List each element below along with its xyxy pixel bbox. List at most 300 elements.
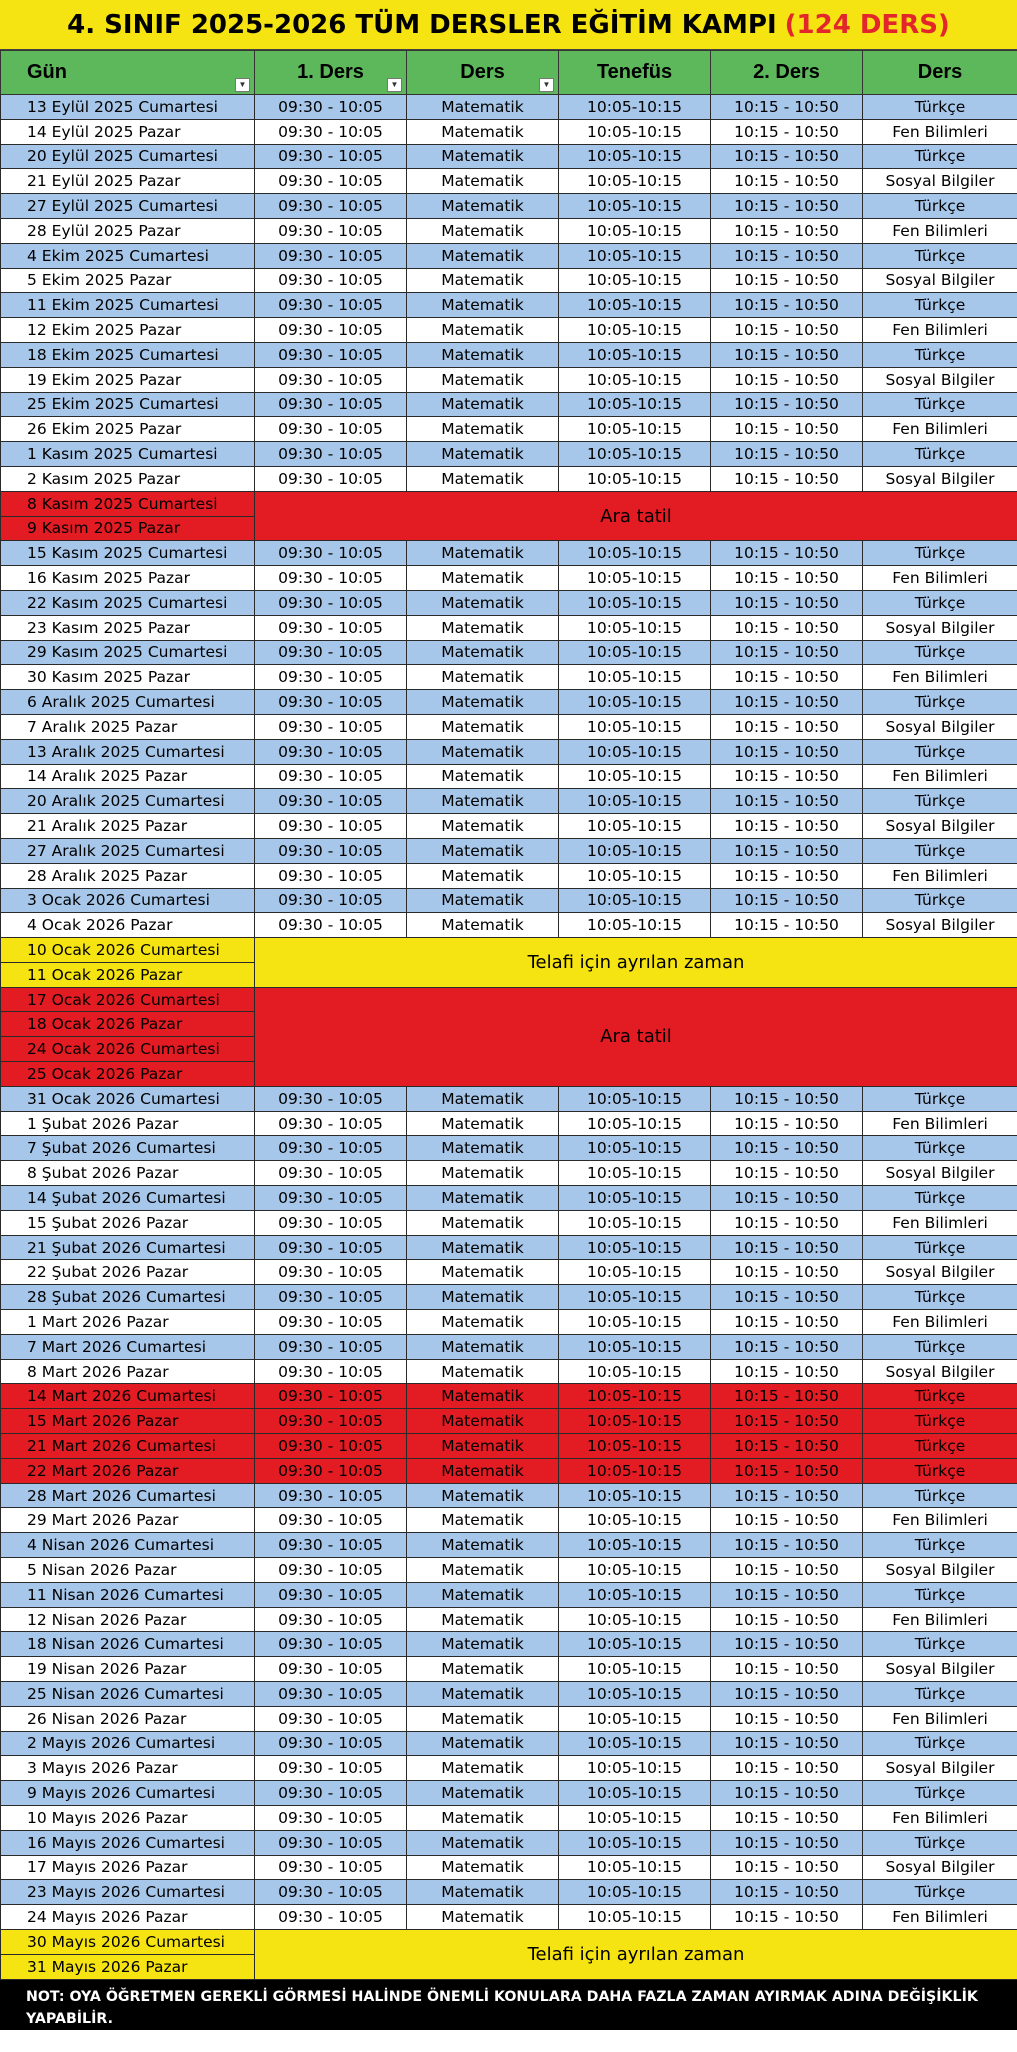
cell-ders2-time[interactable]: 10:15 - 10:50 <box>711 690 863 715</box>
cell-ders1-subject[interactable]: Matematik <box>407 367 559 392</box>
cell-ders2-time[interactable]: 10:15 - 10:50 <box>711 863 863 888</box>
cell-ders1-time[interactable]: 09:30 - 10:05 <box>255 1285 407 1310</box>
cell-break-time[interactable]: 10:05-10:15 <box>559 1756 711 1781</box>
cell-ders2-subject[interactable]: Fen Bilimleri <box>863 566 1017 591</box>
cell-ders1-subject[interactable]: Matematik <box>407 1434 559 1459</box>
cell-ders2-subject[interactable]: Türkçe <box>863 1582 1017 1607</box>
cell-ders2-time[interactable]: 10:15 - 10:50 <box>711 392 863 417</box>
cell-ders1-subject[interactable]: Matematik <box>407 1409 559 1434</box>
cell-day[interactable]: 10 Ocak 2026 Cumartesi <box>1 938 255 963</box>
cell-ders2-subject[interactable]: Fen Bilimleri <box>863 1805 1017 1830</box>
cell-ders1-time[interactable]: 09:30 - 10:05 <box>255 1830 407 1855</box>
cell-break-time[interactable]: 10:05-10:15 <box>559 1731 711 1756</box>
cell-day[interactable]: 13 Aralık 2025 Cumartesi <box>1 739 255 764</box>
cell-day[interactable]: 21 Aralık 2025 Pazar <box>1 814 255 839</box>
cell-ders1-time[interactable]: 09:30 - 10:05 <box>255 119 407 144</box>
cell-ders2-subject[interactable]: Sosyal Bilgiler <box>863 367 1017 392</box>
cell-ders2-subject[interactable]: Fen Bilimleri <box>863 1607 1017 1632</box>
cell-day[interactable]: 24 Mayıs 2026 Pazar <box>1 1905 255 1930</box>
cell-ders1-subject[interactable]: Matematik <box>407 1682 559 1707</box>
cell-day[interactable]: 28 Mart 2026 Cumartesi <box>1 1483 255 1508</box>
cell-ders1-time[interactable]: 09:30 - 10:05 <box>255 863 407 888</box>
cell-ders2-subject[interactable]: Türkçe <box>863 590 1017 615</box>
cell-break-time[interactable]: 10:05-10:15 <box>559 1186 711 1211</box>
cell-ders1-time[interactable]: 09:30 - 10:05 <box>255 318 407 343</box>
cell-day[interactable]: 11 Nisan 2026 Cumartesi <box>1 1582 255 1607</box>
cell-ders2-time[interactable]: 10:15 - 10:50 <box>711 1855 863 1880</box>
cell-break-time[interactable]: 10:05-10:15 <box>559 1458 711 1483</box>
cell-ders1-time[interactable]: 09:30 - 10:05 <box>255 1111 407 1136</box>
cell-ders2-subject[interactable]: Fen Bilimleri <box>863 119 1017 144</box>
cell-ders2-subject[interactable]: Türkçe <box>863 1186 1017 1211</box>
cell-ders1-subject[interactable]: Matematik <box>407 1136 559 1161</box>
cell-ders1-subject[interactable]: Matematik <box>407 243 559 268</box>
cell-break-time[interactable]: 10:05-10:15 <box>559 1880 711 1905</box>
cell-ders2-time[interactable]: 10:15 - 10:50 <box>711 590 863 615</box>
cell-day[interactable]: 27 Aralık 2025 Cumartesi <box>1 838 255 863</box>
cell-ders2-time[interactable]: 10:15 - 10:50 <box>711 1830 863 1855</box>
cell-ders1-subject[interactable]: Matematik <box>407 1781 559 1806</box>
cell-ders1-time[interactable]: 09:30 - 10:05 <box>255 1409 407 1434</box>
cell-break-time[interactable]: 10:05-10:15 <box>559 764 711 789</box>
cell-ders1-subject[interactable]: Matematik <box>407 1334 559 1359</box>
cell-day[interactable]: 19 Nisan 2026 Pazar <box>1 1657 255 1682</box>
cell-ders2-subject[interactable]: Türkçe <box>863 1086 1017 1111</box>
cell-ders1-subject[interactable]: Matematik <box>407 640 559 665</box>
cell-day[interactable]: 8 Şubat 2026 Pazar <box>1 1161 255 1186</box>
cell-break-time[interactable]: 10:05-10:15 <box>559 243 711 268</box>
cell-ders2-time[interactable]: 10:15 - 10:50 <box>711 640 863 665</box>
cell-day[interactable]: 30 Kasım 2025 Pazar <box>1 665 255 690</box>
cell-day[interactable]: 6 Aralık 2025 Cumartesi <box>1 690 255 715</box>
cell-ders2-subject[interactable]: Sosyal Bilgiler <box>863 1359 1017 1384</box>
cell-ders2-subject[interactable]: Türkçe <box>863 888 1017 913</box>
cell-ders1-subject[interactable]: Matematik <box>407 1384 559 1409</box>
cell-ders2-time[interactable]: 10:15 - 10:50 <box>711 1334 863 1359</box>
cell-ders1-time[interactable]: 09:30 - 10:05 <box>255 615 407 640</box>
cell-day[interactable]: 14 Şubat 2026 Cumartesi <box>1 1186 255 1211</box>
cell-day[interactable]: 11 Ekim 2025 Cumartesi <box>1 293 255 318</box>
cell-ders2-time[interactable]: 10:15 - 10:50 <box>711 194 863 219</box>
cell-ders1-time[interactable]: 09:30 - 10:05 <box>255 169 407 194</box>
cell-ders1-time[interactable]: 09:30 - 10:05 <box>255 1136 407 1161</box>
cell-day[interactable]: 25 Ekim 2025 Cumartesi <box>1 392 255 417</box>
cell-ders1-subject[interactable]: Matematik <box>407 342 559 367</box>
cell-ders2-time[interactable]: 10:15 - 10:50 <box>711 1285 863 1310</box>
cell-day[interactable]: 22 Şubat 2026 Pazar <box>1 1260 255 1285</box>
cell-ders1-time[interactable]: 09:30 - 10:05 <box>255 144 407 169</box>
cell-day[interactable]: 5 Ekim 2025 Pazar <box>1 268 255 293</box>
cell-break-time[interactable]: 10:05-10:15 <box>559 293 711 318</box>
cell-break-time[interactable]: 10:05-10:15 <box>559 1558 711 1583</box>
cell-ders2-subject[interactable]: Türkçe <box>863 1682 1017 1707</box>
cell-ders2-subject[interactable]: Fen Bilimleri <box>863 1310 1017 1335</box>
cell-break-time[interactable]: 10:05-10:15 <box>559 466 711 491</box>
cell-ders2-time[interactable]: 10:15 - 10:50 <box>711 1384 863 1409</box>
cell-ders1-subject[interactable]: Matematik <box>407 119 559 144</box>
cell-ders2-subject[interactable]: Türkçe <box>863 95 1017 120</box>
cell-ders1-subject[interactable]: Matematik <box>407 218 559 243</box>
cell-ders2-subject[interactable]: Türkçe <box>863 243 1017 268</box>
cell-ders1-subject[interactable]: Matematik <box>407 1483 559 1508</box>
cell-break-time[interactable]: 10:05-10:15 <box>559 1905 711 1930</box>
cell-ders2-subject[interactable]: Fen Bilimleri <box>863 1508 1017 1533</box>
cell-day[interactable]: 16 Mayıs 2026 Cumartesi <box>1 1830 255 1855</box>
cell-break-time[interactable]: 10:05-10:15 <box>559 1285 711 1310</box>
cell-break-time[interactable]: 10:05-10:15 <box>559 640 711 665</box>
cell-ders1-subject[interactable]: Matematik <box>407 1186 559 1211</box>
cell-break-time[interactable]: 10:05-10:15 <box>559 789 711 814</box>
cell-ders1-time[interactable]: 09:30 - 10:05 <box>255 1161 407 1186</box>
cell-day[interactable]: 25 Nisan 2026 Cumartesi <box>1 1682 255 1707</box>
cell-ders2-time[interactable]: 10:15 - 10:50 <box>711 144 863 169</box>
cell-day[interactable]: 28 Şubat 2026 Cumartesi <box>1 1285 255 1310</box>
cell-break-time[interactable]: 10:05-10:15 <box>559 1086 711 1111</box>
cell-ders1-time[interactable]: 09:30 - 10:05 <box>255 640 407 665</box>
cell-ders1-time[interactable]: 09:30 - 10:05 <box>255 1359 407 1384</box>
cell-break-time[interactable]: 10:05-10:15 <box>559 566 711 591</box>
cell-day[interactable]: 4 Ocak 2026 Pazar <box>1 913 255 938</box>
cell-ders1-time[interactable]: 09:30 - 10:05 <box>255 1310 407 1335</box>
cell-ders1-subject[interactable]: Matematik <box>407 1161 559 1186</box>
cell-ders2-time[interactable]: 10:15 - 10:50 <box>711 1558 863 1583</box>
cell-ders1-time[interactable]: 09:30 - 10:05 <box>255 1384 407 1409</box>
cell-ders2-time[interactable]: 10:15 - 10:50 <box>711 1235 863 1260</box>
cell-ders2-subject[interactable]: Türkçe <box>863 1483 1017 1508</box>
cell-ders1-subject[interactable]: Matematik <box>407 466 559 491</box>
cell-ders2-time[interactable]: 10:15 - 10:50 <box>711 1508 863 1533</box>
cell-day[interactable]: 30 Mayıs 2026 Cumartesi <box>1 1929 255 1954</box>
cell-ders1-subject[interactable]: Matematik <box>407 714 559 739</box>
cell-ders1-time[interactable]: 09:30 - 10:05 <box>255 739 407 764</box>
cell-ders2-subject[interactable]: Fen Bilimleri <box>863 665 1017 690</box>
cell-break-time[interactable]: 10:05-10:15 <box>559 1310 711 1335</box>
cell-day[interactable]: 7 Şubat 2026 Cumartesi <box>1 1136 255 1161</box>
cell-ders1-subject[interactable]: Matematik <box>407 293 559 318</box>
cell-ders1-subject[interactable]: Matematik <box>407 1210 559 1235</box>
cell-break-time[interactable]: 10:05-10:15 <box>559 144 711 169</box>
cell-day[interactable]: 21 Şubat 2026 Cumartesi <box>1 1235 255 1260</box>
cell-ders2-time[interactable]: 10:15 - 10:50 <box>711 1756 863 1781</box>
cell-ders2-subject[interactable]: Fen Bilimleri <box>863 417 1017 442</box>
cell-ders2-time[interactable]: 10:15 - 10:50 <box>711 1310 863 1335</box>
header-ders-subject1[interactable] <box>407 51 559 95</box>
cell-ders1-time[interactable]: 09:30 - 10:05 <box>255 1805 407 1830</box>
cell-ders1-subject[interactable]: Matematik <box>407 1706 559 1731</box>
cell-ders2-time[interactable]: 10:15 - 10:50 <box>711 1260 863 1285</box>
cell-ders1-time[interactable]: 09:30 - 10:05 <box>255 690 407 715</box>
cell-day[interactable]: 1 Kasım 2025 Cumartesi <box>1 442 255 467</box>
cell-ders2-subject[interactable]: Türkçe <box>863 1285 1017 1310</box>
cell-ders2-subject[interactable]: Türkçe <box>863 1458 1017 1483</box>
cell-ders1-subject[interactable]: Matematik <box>407 838 559 863</box>
cell-ders2-subject[interactable]: Fen Bilimleri <box>863 1706 1017 1731</box>
cell-break-time[interactable]: 10:05-10:15 <box>559 541 711 566</box>
cell-break-time[interactable]: 10:05-10:15 <box>559 1632 711 1657</box>
cell-ders1-subject[interactable]: Matematik <box>407 1731 559 1756</box>
cell-ders2-time[interactable]: 10:15 - 10:50 <box>711 318 863 343</box>
cell-day[interactable]: 14 Eylül 2025 Pazar <box>1 119 255 144</box>
cell-ders2-time[interactable]: 10:15 - 10:50 <box>711 1905 863 1930</box>
cell-day[interactable]: 14 Aralık 2025 Pazar <box>1 764 255 789</box>
cell-ders1-time[interactable]: 09:30 - 10:05 <box>255 590 407 615</box>
cell-break-time[interactable]: 10:05-10:15 <box>559 417 711 442</box>
cell-ders2-time[interactable]: 10:15 - 10:50 <box>711 1805 863 1830</box>
cell-ders2-time[interactable]: 10:15 - 10:50 <box>711 1161 863 1186</box>
cell-day[interactable]: 15 Kasım 2025 Cumartesi <box>1 541 255 566</box>
cell-ders1-time[interactable]: 09:30 - 10:05 <box>255 442 407 467</box>
cell-break-time[interactable]: 10:05-10:15 <box>559 1210 711 1235</box>
cell-ders2-subject[interactable]: Türkçe <box>863 1731 1017 1756</box>
cell-day[interactable]: 19 Ekim 2025 Pazar <box>1 367 255 392</box>
cell-ders1-time[interactable]: 09:30 - 10:05 <box>255 218 407 243</box>
cell-day[interactable]: 26 Nisan 2026 Pazar <box>1 1706 255 1731</box>
cell-ders1-time[interactable]: 09:30 - 10:05 <box>255 1558 407 1583</box>
cell-ders1-subject[interactable]: Matematik <box>407 1657 559 1682</box>
cell-break-time[interactable]: 10:05-10:15 <box>559 342 711 367</box>
cell-day[interactable]: 28 Eylül 2025 Pazar <box>1 218 255 243</box>
cell-break-time[interactable]: 10:05-10:15 <box>559 1161 711 1186</box>
cell-ders1-subject[interactable]: Matematik <box>407 392 559 417</box>
cell-ders1-subject[interactable]: Matematik <box>407 789 559 814</box>
cell-ders2-time[interactable]: 10:15 - 10:50 <box>711 714 863 739</box>
cell-ders1-subject[interactable]: Matematik <box>407 1855 559 1880</box>
cell-day[interactable]: 31 Mayıs 2026 Pazar <box>1 1954 255 1979</box>
cell-ders1-subject[interactable]: Matematik <box>407 863 559 888</box>
cell-break-time[interactable]: 10:05-10:15 <box>559 1260 711 1285</box>
header-gun[interactable] <box>1 51 255 95</box>
cell-ders2-subject[interactable]: Fen Bilimleri <box>863 1905 1017 1930</box>
cell-day[interactable]: 3 Ocak 2026 Cumartesi <box>1 888 255 913</box>
cell-ders2-subject[interactable]: Fen Bilimleri <box>863 218 1017 243</box>
cell-break-time[interactable]: 10:05-10:15 <box>559 1508 711 1533</box>
cell-ders2-time[interactable]: 10:15 - 10:50 <box>711 814 863 839</box>
cell-ders1-subject[interactable]: Matematik <box>407 739 559 764</box>
cell-ders2-subject[interactable]: Türkçe <box>863 293 1017 318</box>
cell-ders2-subject[interactable]: Türkçe <box>863 1632 1017 1657</box>
cell-ders2-subject[interactable]: Sosyal Bilgiler <box>863 1756 1017 1781</box>
cell-break-time[interactable]: 10:05-10:15 <box>559 367 711 392</box>
cell-break-time[interactable]: 10:05-10:15 <box>559 1111 711 1136</box>
cell-ders1-time[interactable]: 09:30 - 10:05 <box>255 417 407 442</box>
cell-day[interactable]: 23 Mayıs 2026 Cumartesi <box>1 1880 255 1905</box>
cell-ders2-subject[interactable]: Türkçe <box>863 1409 1017 1434</box>
cell-ders1-time[interactable]: 09:30 - 10:05 <box>255 1483 407 1508</box>
cell-ders1-time[interactable]: 09:30 - 10:05 <box>255 293 407 318</box>
cell-ders2-time[interactable]: 10:15 - 10:50 <box>711 1210 863 1235</box>
cell-ders2-subject[interactable]: Türkçe <box>863 1781 1017 1806</box>
cell-ders2-subject[interactable]: Türkçe <box>863 789 1017 814</box>
cell-ders2-subject[interactable]: Türkçe <box>863 1235 1017 1260</box>
cell-ders2-time[interactable]: 10:15 - 10:50 <box>711 888 863 913</box>
cell-ders2-subject[interactable]: Fen Bilimleri <box>863 1210 1017 1235</box>
cell-day[interactable]: 13 Eylül 2025 Cumartesi <box>1 95 255 120</box>
cell-ders1-subject[interactable]: Matematik <box>407 1260 559 1285</box>
cell-ders1-time[interactable]: 09:30 - 10:05 <box>255 1458 407 1483</box>
cell-ders2-subject[interactable]: Türkçe <box>863 838 1017 863</box>
cell-day[interactable]: 26 Ekim 2025 Pazar <box>1 417 255 442</box>
cell-ders2-time[interactable]: 10:15 - 10:50 <box>711 342 863 367</box>
cell-break-time[interactable]: 10:05-10:15 <box>559 863 711 888</box>
cell-break-time[interactable]: 10:05-10:15 <box>559 1384 711 1409</box>
cell-day[interactable]: 21 Mart 2026 Cumartesi <box>1 1434 255 1459</box>
cell-ders2-subject[interactable]: Türkçe <box>863 1880 1017 1905</box>
cell-ders2-time[interactable]: 10:15 - 10:50 <box>711 789 863 814</box>
header-ders1[interactable] <box>255 51 407 95</box>
cell-break-time[interactable]: 10:05-10:15 <box>559 690 711 715</box>
cell-break-time[interactable]: 10:05-10:15 <box>559 714 711 739</box>
cell-ders1-time[interactable]: 09:30 - 10:05 <box>255 789 407 814</box>
cell-ders2-time[interactable]: 10:15 - 10:50 <box>711 764 863 789</box>
cell-day[interactable]: 9 Mayıs 2026 Cumartesi <box>1 1781 255 1806</box>
cell-day[interactable]: 20 Eylül 2025 Cumartesi <box>1 144 255 169</box>
cell-ders1-subject[interactable]: Matematik <box>407 1285 559 1310</box>
cell-break-time[interactable]: 10:05-10:15 <box>559 442 711 467</box>
cell-break-time[interactable]: 10:05-10:15 <box>559 1409 711 1434</box>
cell-break-time[interactable]: 10:05-10:15 <box>559 1434 711 1459</box>
cell-ders1-time[interactable]: 09:30 - 10:05 <box>255 342 407 367</box>
cell-ders2-time[interactable]: 10:15 - 10:50 <box>711 1880 863 1905</box>
cell-ders2-time[interactable]: 10:15 - 10:50 <box>711 838 863 863</box>
cell-ders1-subject[interactable]: Matematik <box>407 888 559 913</box>
cell-day[interactable]: 15 Şubat 2026 Pazar <box>1 1210 255 1235</box>
cell-day[interactable]: 22 Kasım 2025 Cumartesi <box>1 590 255 615</box>
cell-day[interactable]: 18 Ekim 2025 Cumartesi <box>1 342 255 367</box>
cell-ders1-subject[interactable]: Matematik <box>407 913 559 938</box>
cell-ders1-time[interactable]: 09:30 - 10:05 <box>255 1334 407 1359</box>
cell-ders2-subject[interactable]: Sosyal Bilgiler <box>863 169 1017 194</box>
cell-ders1-time[interactable]: 09:30 - 10:05 <box>255 1235 407 1260</box>
cell-ders1-time[interactable]: 09:30 - 10:05 <box>255 1855 407 1880</box>
cell-ders1-time[interactable]: 09:30 - 10:05 <box>255 1706 407 1731</box>
cell-day[interactable]: 16 Kasım 2025 Pazar <box>1 566 255 591</box>
cell-ders1-time[interactable]: 09:30 - 10:05 <box>255 1731 407 1756</box>
cell-day[interactable]: 29 Mart 2026 Pazar <box>1 1508 255 1533</box>
cell-ders1-subject[interactable]: Matematik <box>407 318 559 343</box>
cell-ders2-time[interactable]: 10:15 - 10:50 <box>711 541 863 566</box>
cell-ders2-subject[interactable]: Sosyal Bilgiler <box>863 814 1017 839</box>
cell-day[interactable]: 27 Eylül 2025 Cumartesi <box>1 194 255 219</box>
cell-break-time[interactable]: 10:05-10:15 <box>559 1136 711 1161</box>
cell-ders2-time[interactable]: 10:15 - 10:50 <box>711 1632 863 1657</box>
cell-ders2-time[interactable]: 10:15 - 10:50 <box>711 293 863 318</box>
cell-break-time[interactable]: 10:05-10:15 <box>559 392 711 417</box>
cell-ders2-subject[interactable]: Fen Bilimleri <box>863 863 1017 888</box>
cell-ders1-subject[interactable]: Matematik <box>407 1359 559 1384</box>
cell-ders2-time[interactable]: 10:15 - 10:50 <box>711 367 863 392</box>
cell-ders2-time[interactable]: 10:15 - 10:50 <box>711 119 863 144</box>
cell-day[interactable]: 21 Eylül 2025 Pazar <box>1 169 255 194</box>
cell-break-time[interactable]: 10:05-10:15 <box>559 318 711 343</box>
cell-ders1-subject[interactable]: Matematik <box>407 1235 559 1260</box>
cell-day[interactable]: 1 Şubat 2026 Pazar <box>1 1111 255 1136</box>
cell-ders2-subject[interactable]: Türkçe <box>863 1533 1017 1558</box>
cell-break-time[interactable]: 10:05-10:15 <box>559 1533 711 1558</box>
cell-break-time[interactable]: 10:05-10:15 <box>559 1830 711 1855</box>
cell-day[interactable]: 8 Mart 2026 Pazar <box>1 1359 255 1384</box>
cell-ders2-subject[interactable]: Türkçe <box>863 640 1017 665</box>
cell-ders1-subject[interactable]: Matematik <box>407 1632 559 1657</box>
cell-break-time[interactable]: 10:05-10:15 <box>559 888 711 913</box>
cell-ders1-subject[interactable]: Matematik <box>407 442 559 467</box>
cell-break-time[interactable]: 10:05-10:15 <box>559 1582 711 1607</box>
cell-day[interactable]: 11 Ocak 2026 Pazar <box>1 962 255 987</box>
cell-ders1-subject[interactable]: Matematik <box>407 1086 559 1111</box>
cell-day[interactable]: 8 Kasım 2025 Cumartesi <box>1 491 255 516</box>
cell-ders1-time[interactable]: 09:30 - 10:05 <box>255 1880 407 1905</box>
cell-ders1-time[interactable]: 09:30 - 10:05 <box>255 1781 407 1806</box>
cell-break-time[interactable]: 10:05-10:15 <box>559 194 711 219</box>
cell-merged-note[interactable]: Ara tatil <box>255 491 1017 541</box>
cell-break-time[interactable]: 10:05-10:15 <box>559 913 711 938</box>
cell-ders2-subject[interactable]: Türkçe <box>863 1384 1017 1409</box>
filter-dropdown-icon[interactable]: ▼ <box>387 78 402 92</box>
cell-break-time[interactable]: 10:05-10:15 <box>559 119 711 144</box>
cell-ders2-time[interactable]: 10:15 - 10:50 <box>711 1582 863 1607</box>
cell-ders1-time[interactable]: 09:30 - 10:05 <box>255 1508 407 1533</box>
cell-ders1-time[interactable]: 09:30 - 10:05 <box>255 1607 407 1632</box>
cell-ders1-subject[interactable]: Matematik <box>407 1905 559 1930</box>
cell-ders2-time[interactable]: 10:15 - 10:50 <box>711 1359 863 1384</box>
cell-ders2-subject[interactable]: Sosyal Bilgiler <box>863 268 1017 293</box>
cell-ders1-time[interactable]: 09:30 - 10:05 <box>255 1657 407 1682</box>
cell-merged-note[interactable]: Telafi için ayrılan zaman <box>255 1929 1017 1979</box>
cell-break-time[interactable]: 10:05-10:15 <box>559 169 711 194</box>
cell-ders2-time[interactable]: 10:15 - 10:50 <box>711 268 863 293</box>
cell-ders2-time[interactable]: 10:15 - 10:50 <box>711 1409 863 1434</box>
cell-ders1-time[interactable]: 09:30 - 10:05 <box>255 194 407 219</box>
cell-ders1-time[interactable]: 09:30 - 10:05 <box>255 1682 407 1707</box>
cell-day[interactable]: 31 Ocak 2026 Cumartesi <box>1 1086 255 1111</box>
cell-ders1-subject[interactable]: Matematik <box>407 590 559 615</box>
cell-ders2-time[interactable]: 10:15 - 10:50 <box>711 466 863 491</box>
cell-ders2-subject[interactable]: Sosyal Bilgiler <box>863 466 1017 491</box>
cell-ders1-time[interactable]: 09:30 - 10:05 <box>255 1210 407 1235</box>
cell-break-time[interactable]: 10:05-10:15 <box>559 95 711 120</box>
cell-ders1-time[interactable]: 09:30 - 10:05 <box>255 268 407 293</box>
cell-ders1-subject[interactable]: Matematik <box>407 1607 559 1632</box>
cell-ders2-subject[interactable]: Sosyal Bilgiler <box>863 714 1017 739</box>
cell-ders1-time[interactable]: 09:30 - 10:05 <box>255 541 407 566</box>
cell-break-time[interactable]: 10:05-10:15 <box>559 739 711 764</box>
cell-ders1-subject[interactable]: Matematik <box>407 764 559 789</box>
cell-day[interactable]: 24 Ocak 2026 Cumartesi <box>1 1037 255 1062</box>
cell-break-time[interactable]: 10:05-10:15 <box>559 218 711 243</box>
cell-ders2-time[interactable]: 10:15 - 10:50 <box>711 1111 863 1136</box>
cell-ders1-time[interactable]: 09:30 - 10:05 <box>255 392 407 417</box>
cell-break-time[interactable]: 10:05-10:15 <box>559 1781 711 1806</box>
cell-ders1-time[interactable]: 09:30 - 10:05 <box>255 838 407 863</box>
cell-ders2-time[interactable]: 10:15 - 10:50 <box>711 417 863 442</box>
cell-ders2-time[interactable]: 10:15 - 10:50 <box>711 615 863 640</box>
cell-ders2-time[interactable]: 10:15 - 10:50 <box>711 95 863 120</box>
cell-ders1-time[interactable]: 09:30 - 10:05 <box>255 1186 407 1211</box>
filter-dropdown-icon[interactable]: ▼ <box>235 78 250 92</box>
cell-ders1-subject[interactable]: Matematik <box>407 1533 559 1558</box>
cell-merged-note[interactable]: Telafi için ayrılan zaman <box>255 938 1017 988</box>
cell-day[interactable]: 2 Mayıs 2026 Cumartesi <box>1 1731 255 1756</box>
cell-ders2-subject[interactable]: Fen Bilimleri <box>863 318 1017 343</box>
cell-day[interactable]: 7 Mart 2026 Cumartesi <box>1 1334 255 1359</box>
cell-ders2-subject[interactable]: Türkçe <box>863 739 1017 764</box>
cell-ders1-subject[interactable]: Matematik <box>407 1582 559 1607</box>
cell-day[interactable]: 5 Nisan 2026 Pazar <box>1 1558 255 1583</box>
cell-ders2-time[interactable]: 10:15 - 10:50 <box>711 739 863 764</box>
cell-ders1-time[interactable]: 09:30 - 10:05 <box>255 1434 407 1459</box>
cell-ders2-time[interactable]: 10:15 - 10:50 <box>711 1458 863 1483</box>
cell-ders1-subject[interactable]: Matematik <box>407 1805 559 1830</box>
cell-ders2-time[interactable]: 10:15 - 10:50 <box>711 913 863 938</box>
